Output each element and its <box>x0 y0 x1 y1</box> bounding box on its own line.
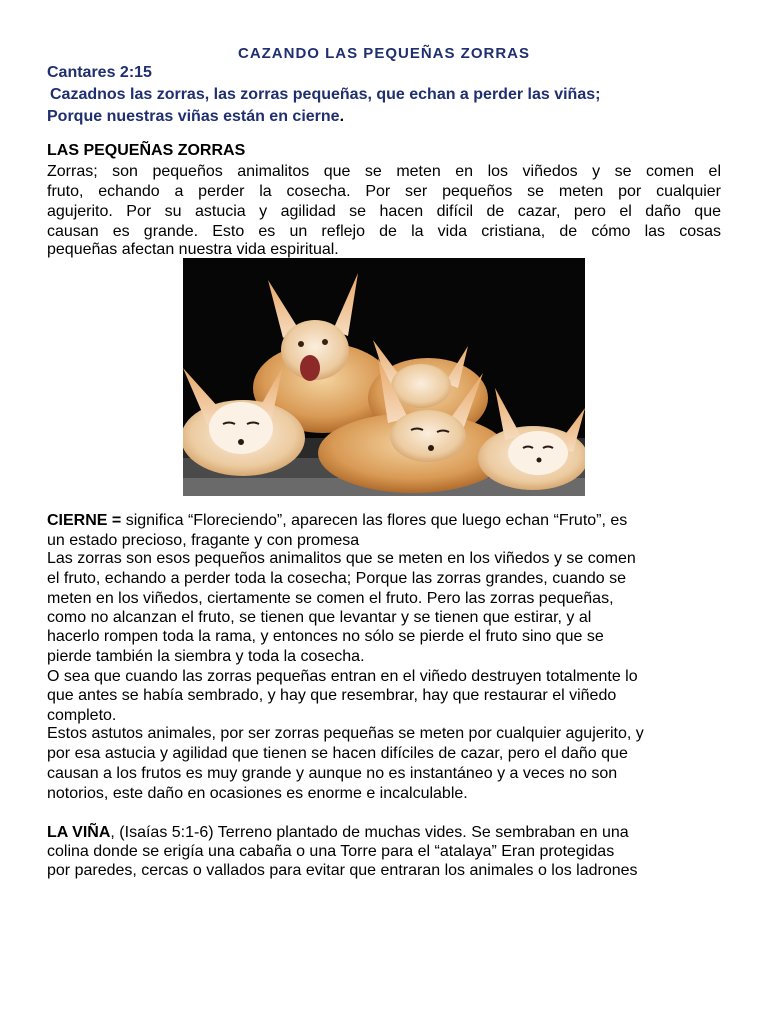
paragraph-line: como no alcanzan el fruto, se tienen que levantar y se tienen que estirar, y al <box>47 609 592 626</box>
paragraph-line: un estado precioso, fragante y con promesa <box>47 532 360 549</box>
paragraph-line: colina donde se erigía una cabaña o una Torre para el “atalaya” Eran protegidas <box>47 843 615 860</box>
paragraph-line: el fruto, echando a perder toda la cosecha; Porque las zorras grandes, cuando se <box>47 570 627 587</box>
paragraph-line: causan a los frutos es muy grande y aunque no es instantáneo y a veces no son <box>47 765 618 782</box>
paragraph-line: causan es grande. Esto es un reflejo de la vida cristiana, de cómo las cosas <box>47 223 721 240</box>
paragraph-line: meten en los viñedos, ciertamente se comen el fruto. Pero las zorras pequeñas, <box>47 590 614 607</box>
verse-reference: Cantares 2:15 <box>47 64 152 81</box>
la-vina-term: LA VIÑA <box>47 824 111 841</box>
paragraph-line: Estos astutos animales, por ser zorras pequeñas se meten por cualquier agujerito, y <box>47 725 644 742</box>
paragraph-line: que antes se había sembrado, y hay que resembrar, hay que restaurar el viñedo <box>47 687 617 704</box>
paragraph-line: por esa astucia y agilidad que tienen se hacen difíciles de cazar, pero el daño que <box>47 745 628 762</box>
paragraph-line: agujerito. Por su astucia y agilidad se hacen difícil de cazar, pero el daño que <box>47 203 721 220</box>
la-vina-definition <box>47 823 629 843</box>
verse-line-1: Cazadnos las zorras, las zorras pequeñas, que echan a perder las viñas; <box>50 86 601 103</box>
paragraph-line: por paredes, cercas o vallados para evitar que entraran los animales o los ladrones <box>47 862 638 879</box>
paragraph-line: hacerlo rompen toda la rama, y entonces no sólo se pierde el fruto sino que se <box>47 628 604 645</box>
cierne-term: CIERNE = <box>47 512 122 529</box>
fennec-foxes-photo <box>183 258 585 496</box>
paragraph-line: pequeñas afectan nuestra vida espiritual. <box>47 241 339 258</box>
paragraph-line: pierde también la siembra y toda la cosecha. <box>47 648 365 665</box>
paragraph-line: notorios, este daño en ocasiones es enorme e incalculable. <box>47 785 468 802</box>
paragraph-line: completo. <box>47 707 117 724</box>
paragraph-line: Zorras; son pequeños animalitos que se meten en los viñedos y se comen el <box>47 163 721 180</box>
cierne-definition <box>47 511 627 531</box>
verse-line-2 <box>47 108 344 126</box>
verse-line-2-text: Porque nuestras viñas están en cierne <box>47 108 340 125</box>
la-vina-definition-text: , (Isaías 5:1-6) Terreno plantado de muchas vides. Se sembraban en una <box>110 824 629 841</box>
fennec-foxes-illustration <box>183 258 585 496</box>
cierne-definition-text: significa “Floreciendo”, aparecen las flores que luego echan “Fruto”, es <box>121 512 628 529</box>
paragraph-line: fruto, echando a perder la cosecha. Por ser pequeños se meten por cualquier <box>47 183 721 200</box>
document-title: CAZANDO LAS PEQUEÑAS ZORRAS <box>237 45 530 62</box>
section-heading-pequenas-zorras: LAS PEQUEÑAS ZORRAS <box>47 142 246 159</box>
paragraph-line: O sea que cuando las zorras pequeñas entran en el viñedo destruyen totalmente lo <box>47 668 638 685</box>
verse-line-2-period: . <box>339 108 345 125</box>
paragraph-line: Las zorras son esos pequeños animalitos que se meten en los viñedos y se comen <box>47 550 636 567</box>
